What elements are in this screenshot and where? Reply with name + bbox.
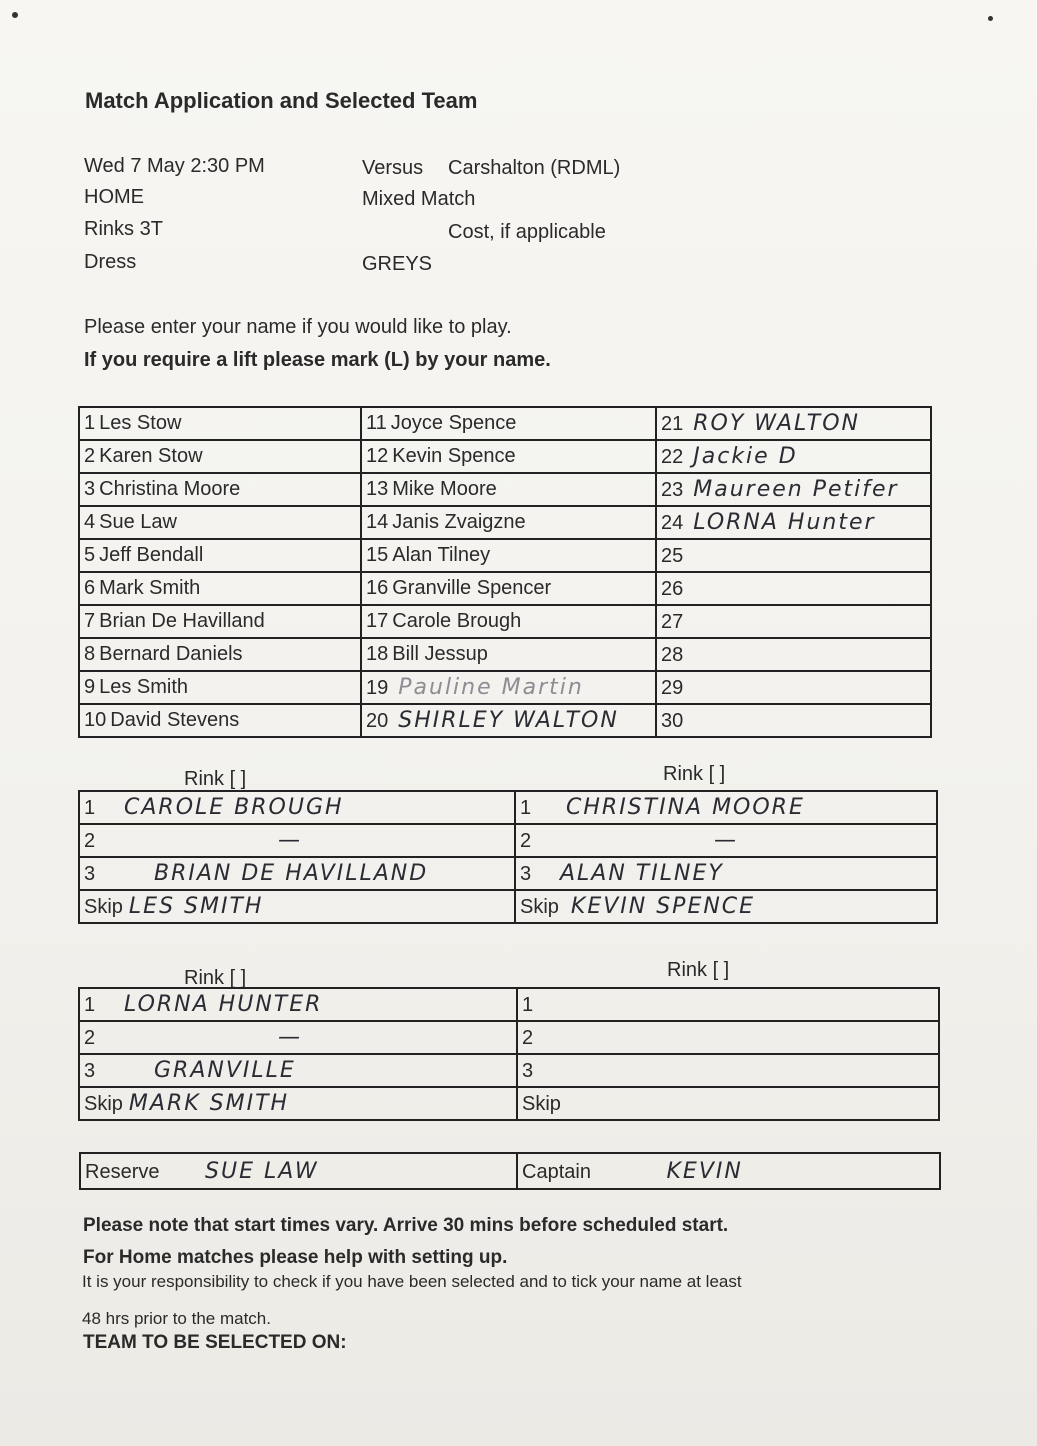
signup-cell[interactable] [79,572,361,605]
signup-number: 7 [84,610,96,632]
signup-number: 2 [84,445,96,467]
rink-cell[interactable] [79,890,515,923]
signup-number: 23 [661,479,684,501]
signup-cell[interactable] [361,638,656,671]
rink-position: 3 [522,1060,534,1082]
rink-player: LORNA HUNTER [124,992,323,1017]
rink-cell[interactable] [517,1054,939,1087]
signup-row [79,605,931,638]
signup-name: LORNA Hunter [693,510,876,535]
rink-cell[interactable] [79,791,515,824]
rink-row [79,791,937,824]
captain-label: Captain [522,1160,591,1183]
signup-number: 22 [661,446,684,468]
signup-cell[interactable] [79,506,361,539]
signup-number: 19 [366,677,389,699]
rink-cell[interactable] [515,791,937,824]
rink-cell[interactable] [79,857,515,890]
tick-mark: — [278,1025,302,1050]
signup-number: 13 [366,478,389,500]
signup-name: Alan Tilney [392,544,491,566]
signup-number: 4 [84,511,96,533]
signup-row [79,473,931,506]
signup-name: Kevin Spence [392,445,516,467]
signup-name: Pauline Martin [398,675,584,700]
reserve-label: Reserve [85,1160,160,1183]
reserve-cell [80,1153,517,1189]
signup-number: 3 [84,478,96,500]
signup-cell[interactable] [361,572,656,605]
signup-number: 17 [366,610,389,632]
signup-name: Carole Brough [392,610,522,632]
rink-player: GRANVILLE [154,1058,296,1083]
signup-number: 16 [366,577,389,599]
signup-name: Janis Zvaigzne [392,511,526,533]
rink-row [79,1087,939,1120]
signup-number: 12 [366,445,389,467]
rink-cell[interactable] [79,1021,517,1054]
footer-team-selected-on: TEAM TO BE SELECTED ON: [83,1332,347,1353]
rink-label: Rink [ ] [184,768,247,790]
signup-row [79,572,931,605]
rink-position: 1 [84,797,96,819]
rink-player: MARK SMITH [128,1091,290,1116]
signup-cell[interactable] [656,671,931,704]
rink-position: 2 [84,1027,96,1049]
signup-row [79,440,931,473]
footer-start-times: Please note that start times vary. Arrive 30 mins before scheduled start. [83,1215,729,1236]
signup-name: Les Smith [99,676,189,698]
footer-48hrs: 48 hrs prior to the match. [82,1309,271,1328]
signup-row [79,539,931,572]
rink-player: KEVIN SPENCE [570,894,756,919]
signup-name: Bill Jessup [392,643,488,665]
signup-name: Bernard Daniels [99,643,243,665]
instruction-lift: If you require a lift please mark (L) by your name. [84,349,551,371]
rink-position: 3 [84,863,96,885]
signup-name: Karen Stow [99,445,203,467]
rink-table-bottom [78,987,940,1121]
rink-row [79,890,937,923]
signup-name: Christina Moore [99,478,241,500]
signup-cell[interactable] [656,704,931,737]
signup-number: 21 [661,413,684,435]
signup-cell[interactable] [79,671,361,704]
dress-label: Dress [84,251,137,273]
rink-label: Rink [ ] [663,763,726,785]
signup-number: 26 [661,578,684,600]
captain-cell [517,1153,940,1189]
rink-cell[interactable] [79,824,515,857]
signup-cell[interactable] [361,407,656,440]
rink-cell[interactable] [517,988,939,1021]
signup-name: SHIRLEY WALTON [398,708,619,733]
signup-number: 29 [661,677,684,699]
signup-row [79,506,931,539]
signup-cell[interactable] [656,506,931,539]
signup-number: 18 [366,643,389,665]
signup-number: 24 [661,512,684,534]
signup-cell[interactable] [361,704,656,737]
rink-player: ALAN TILNEY [560,861,724,886]
signup-cell[interactable] [79,638,361,671]
captain-handwritten: KEVIN [666,1158,743,1184]
signup-row [79,638,931,671]
versus-label: Versus [362,157,424,179]
signup-name: David Stevens [110,709,240,731]
signup-name: Mark Smith [99,577,201,599]
signup-cell[interactable] [361,671,656,704]
signup-number: 30 [661,710,684,732]
rink-position: Skip [520,896,559,918]
pin-dot [988,16,993,21]
match-date-time: Wed 7 May 2:30 PM [84,155,265,177]
signup-name: Jackie D [693,444,798,469]
signup-cell[interactable] [79,605,361,638]
footer-home-setup: For Home matches please help with setting up. [83,1247,508,1268]
rink-cell[interactable] [515,890,937,923]
rink-player: CAROLE BROUGH [124,795,344,820]
signup-cell[interactable] [656,605,931,638]
rink-cell[interactable] [517,1021,939,1054]
signup-number: 6 [84,577,96,599]
footer-responsibility: It is your responsibility to check if you have been selected and to tick your name at least [82,1272,742,1291]
signup-name: Sue Law [99,511,177,533]
signup-number: 10 [84,709,107,731]
signup-number: 27 [661,611,684,633]
rink-position: 3 [84,1060,96,1082]
rink-table-top [78,790,938,924]
signup-cell[interactable] [656,638,931,671]
signup-name: Brian De Havilland [99,610,265,632]
signup-name: ROY WALTON [693,411,860,436]
signup-number: 1 [84,412,96,434]
signup-name: Jeff Bendall [99,544,204,566]
signup-cell[interactable] [361,506,656,539]
rink-position: Skip [84,1093,123,1115]
match-rinks: Rinks 3T [84,218,163,240]
rink-position: 1 [522,994,534,1016]
opponent-name: Carshalton (RDML) [448,157,621,179]
tick-mark: — [714,828,738,853]
rink-cell[interactable] [517,1087,939,1120]
signup-number: 9 [84,676,96,698]
reserve-captain-table [79,1152,941,1190]
cost-note: Cost, if applicable [448,221,606,243]
signup-name: Les Stow [99,412,182,434]
rink-cell[interactable] [79,1054,517,1087]
rink-position: 1 [520,797,532,819]
staple-dot [12,12,18,18]
signup-number: 5 [84,544,96,566]
signup-cell[interactable] [79,473,361,506]
rink-position: Skip [522,1093,561,1115]
rink-row [79,824,937,857]
tick-mark: — [278,828,302,853]
signup-name: Maureen Petifer [693,477,899,502]
rink-position: 2 [84,830,96,852]
signup-cell[interactable] [361,539,656,572]
rink-label: Rink [ ] [667,959,730,981]
match-venue: HOME [84,186,144,208]
signup-cell[interactable] [656,539,931,572]
rink-player: BRIAN DE HAVILLAND [154,861,429,886]
signup-cell[interactable] [79,407,361,440]
signup-cell[interactable] [656,407,931,440]
signup-cell[interactable] [656,440,931,473]
reserve-handwritten: SUE LAW [205,1158,319,1184]
rink-position: Skip [84,896,123,918]
signup-number: 8 [84,643,96,665]
signup-number: 11 [366,412,387,434]
dress-value: GREYS [362,253,433,275]
match-type: Mixed Match [362,188,476,210]
rink-row [79,988,939,1021]
rink-cell[interactable] [515,857,937,890]
signup-cell[interactable] [361,473,656,506]
signup-name: Granville Spencer [392,577,552,599]
signup-number: 20 [366,710,389,732]
signup-row [79,671,931,704]
rink-position: 2 [520,830,532,852]
signup-number: 28 [661,644,684,666]
signup-cell[interactable] [361,440,656,473]
signup-cell[interactable] [79,539,361,572]
signup-row [79,407,931,440]
signup-number: 15 [366,544,389,566]
signup-cell[interactable] [79,704,361,737]
signup-number: 25 [661,545,684,567]
signup-cell[interactable] [656,572,931,605]
signup-number: 14 [366,511,389,533]
instruction-enter-name: Please enter your name if you would like to play. [84,316,512,338]
rink-player: CHRISTINA MOORE [566,795,805,820]
rink-player: LES SMITH [128,894,264,919]
rink-row [79,857,937,890]
signup-row [79,704,931,737]
rink-row [79,1054,939,1087]
document-title: Match Application and Selected Team [85,88,478,113]
signup-cell[interactable] [656,473,931,506]
rink-position: 2 [522,1027,534,1049]
signup-cell[interactable] [79,440,361,473]
rink-row [79,1021,939,1054]
rink-position: 1 [84,994,96,1016]
signup-name: Mike Moore [392,478,497,500]
signup-cell[interactable] [361,605,656,638]
signup-name: Joyce Spence [390,412,517,434]
rink-position: 3 [520,863,532,885]
rink-cell[interactable] [79,988,517,1021]
rink-label: Rink [ ] [184,967,247,989]
signup-table [78,406,932,738]
rink-cell[interactable] [79,1087,517,1120]
rink-cell[interactable] [515,824,937,857]
